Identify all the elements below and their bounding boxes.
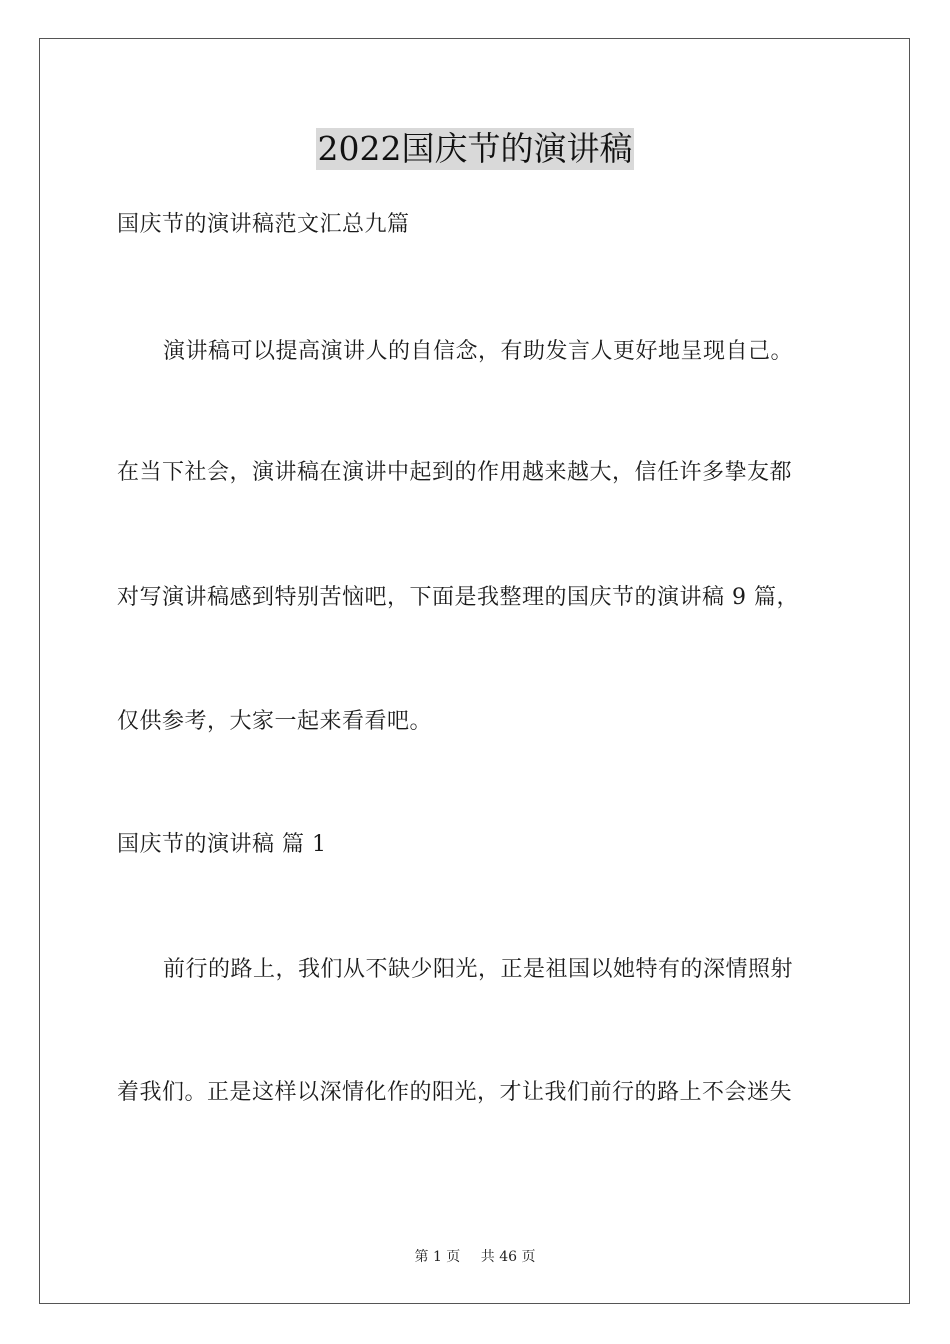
document-title: 2022国庆节的演讲稿 <box>317 129 633 168</box>
paragraph-line: 仅供参考，大家一起来看看吧。 <box>117 709 433 734</box>
document-subtitle: 国庆节的演讲稿范文汇总九篇 <box>117 212 410 237</box>
paragraph-line: 演讲稿可以提高演讲人的自信念，有助发言人更好地呈现自己。 <box>163 339 794 364</box>
title-container <box>0 128 950 170</box>
paragraph-line: 着我们。正是这样以深情化作的阳光，才让我们前行的路上不会迷失 <box>117 1080 793 1105</box>
page-footer <box>0 1246 950 1266</box>
paragraph-line: 在当下社会，演讲稿在演讲中起到的作用越来越大，信任许多挚友都 <box>117 460 793 485</box>
paragraph-line: 前行的路上，我们从不缺少阳光，正是祖国以她特有的深情照射 <box>163 957 794 982</box>
section-heading: 国庆节的演讲稿 篇 1 <box>117 832 327 857</box>
paragraph-line: 对写演讲稿感到特别苦恼吧，下面是我整理的国庆节的演讲稿 9 篇， <box>117 585 799 610</box>
page-number: 第 1 页 <box>414 1249 461 1265</box>
page-total: 共 46 页 <box>480 1249 536 1265</box>
